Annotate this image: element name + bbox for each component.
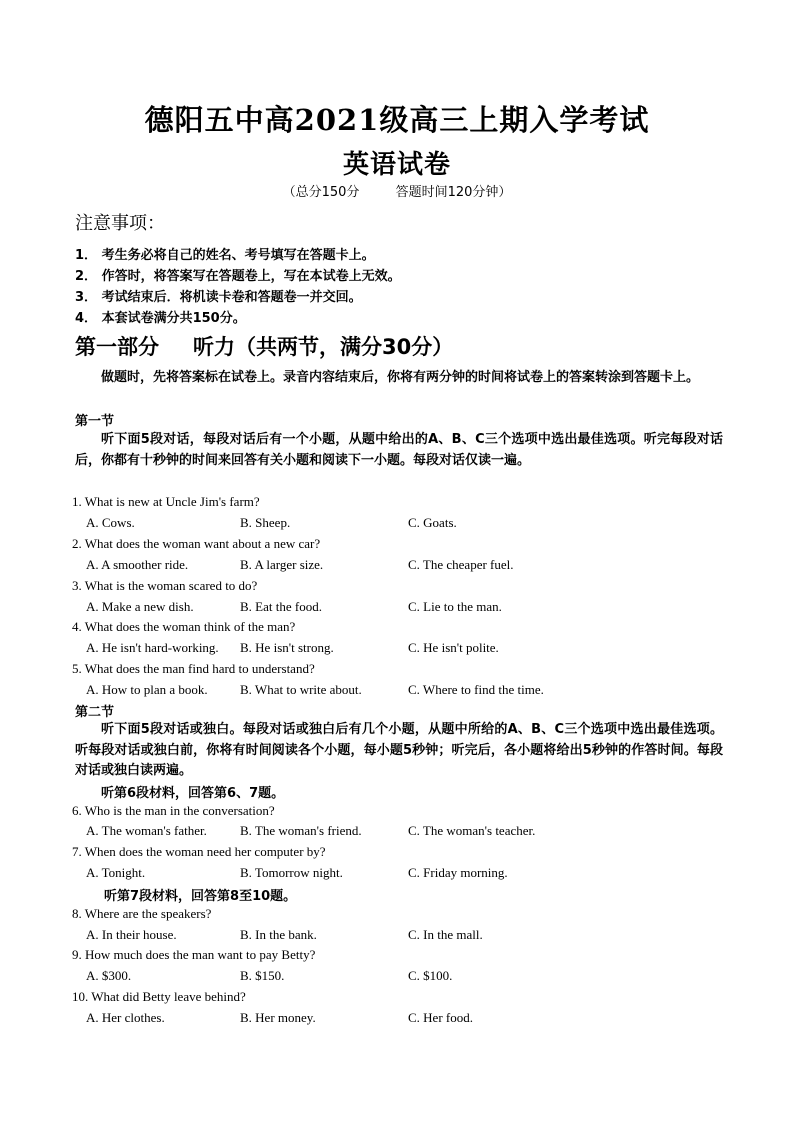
material-6-instruction: 听第6段材料，回答第6、7题。 bbox=[101, 786, 285, 801]
q7-option-a: A. Tonight. bbox=[86, 865, 146, 880]
part1-title: 听力（共两节，满分30分） bbox=[193, 335, 454, 359]
q5-option-a: A. How to plan a book. bbox=[86, 682, 208, 697]
section2-instructions: 听下面5段对话或独白。每段对话或独白后有几个小题，从题中所给的A、B、C三个选项中选出最佳选项。听每段对话或独白前，你将有时间阅读各个小题，每小题5秒钟；听完后，各小题将给出5秒钟的作答时间。每段对话或独白读两遍。 bbox=[75, 722, 723, 778]
q4-option-b: B. He isn't strong. bbox=[240, 640, 334, 655]
part1-intro: 做题时，先将答案标在试卷上。录音内容结束后，你将有两分钟的时间将试卷上的答案转涂到答题卡上。 bbox=[101, 370, 700, 385]
question-6: 6. Who is the man in the conversation? bbox=[72, 803, 275, 818]
q7-option-b: B. Tomorrow night. bbox=[240, 865, 343, 880]
question-2: 2. What does the woman want about a new car? bbox=[72, 536, 321, 551]
q6-option-a: A. The woman's father. bbox=[86, 823, 207, 838]
q3-option-b: B. Eat the food. bbox=[240, 599, 322, 614]
q10-option-b: B. Her money. bbox=[240, 1010, 316, 1025]
q1-option-b: B. Sheep. bbox=[240, 515, 291, 530]
part1-heading bbox=[75, 331, 453, 361]
q2-option-a: A. A smoother ride. bbox=[86, 557, 189, 572]
q5-option-b: B. What to write about. bbox=[240, 682, 362, 697]
time-limit: 答题时间120分钟） bbox=[395, 185, 512, 200]
q2-option-c: C. The cheaper fuel. bbox=[408, 557, 514, 572]
notice-item: 2． 作答时，将答案写在答题卷上，写在本试卷上无效。 bbox=[75, 269, 401, 284]
q8-option-b: B. In the bank. bbox=[240, 927, 317, 942]
q3-option-a: A. Make a new dish. bbox=[86, 599, 194, 614]
q5-option-c: C. Where to find the time. bbox=[408, 682, 544, 697]
notice-heading: 注意事项： bbox=[75, 213, 165, 234]
section1-instructions: 听下面5段对话，每段对话后有一个小题，从题中给出的A、B、C三个选项中选出最佳选项。听完每段对话后，你都有十秒钟的时间来回答有关小题和阅读下一小题。每段对话仅读一遍。 bbox=[75, 432, 723, 468]
q1-option-c: C. Goats. bbox=[408, 515, 457, 530]
q2-option-b: B. A larger size. bbox=[240, 557, 324, 572]
q4-option-c: C. He isn't polite. bbox=[408, 640, 499, 655]
q9-option-a: A. $300. bbox=[86, 968, 132, 983]
question-8: 8. Where are the speakers? bbox=[72, 906, 212, 921]
question-7: 7. When does the woman need her computer by? bbox=[72, 844, 326, 859]
question-9: 9. How much does the man want to pay Betty? bbox=[72, 947, 316, 962]
question-3: 3. What is the woman scared to do? bbox=[72, 578, 258, 593]
notice-item: 4． 本套试卷满分共150分。 bbox=[75, 311, 246, 326]
question-4: 4. What does the woman think of the man? bbox=[72, 619, 296, 634]
notice-item: 1． 考生务必将自己的姓名、考号填写在答题卡上。 bbox=[75, 248, 375, 263]
exam-title: 德阳五中高2021级高三上期入学考试 bbox=[144, 103, 650, 137]
q9-option-c: C. $100. bbox=[408, 968, 453, 983]
q6-option-b: B. The woman's friend. bbox=[240, 823, 362, 838]
question-10: 10. What did Betty leave behind? bbox=[72, 989, 246, 1004]
q9-option-b: B. $150. bbox=[240, 968, 285, 983]
exam-info bbox=[0, 181, 794, 200]
q1-option-a: A. Cows. bbox=[86, 515, 135, 530]
q10-option-a: A. Her clothes. bbox=[86, 1010, 165, 1025]
q3-option-c: C. Lie to the man. bbox=[408, 599, 502, 614]
total-score: （总分150分 bbox=[282, 185, 360, 200]
q8-option-c: C. In the mall. bbox=[408, 927, 483, 942]
q10-option-c: C. Her food. bbox=[408, 1010, 473, 1025]
section1-label: 第一节 bbox=[75, 414, 115, 429]
question-1: 1. What is new at Uncle Jim's farm? bbox=[72, 494, 260, 509]
section2-label: 第二节 bbox=[75, 705, 115, 720]
q8-option-a: A. In their house. bbox=[86, 927, 177, 942]
material-7-instruction: 听第7段材料，回答第8至10题。 bbox=[104, 889, 297, 904]
question-5: 5. What does the man find hard to understand? bbox=[72, 661, 315, 676]
q7-option-c: C. Friday morning. bbox=[408, 865, 508, 880]
notice-item: 3． 考试结束后．将机读卡卷和答题卷一并交回。 bbox=[75, 290, 362, 305]
part1-label: 第一部分 bbox=[75, 335, 159, 359]
q4-option-a: A. He isn't hard-working. bbox=[86, 640, 219, 655]
q6-option-c: C. The woman's teacher. bbox=[408, 823, 536, 838]
exam-subtitle: 英语试卷 bbox=[342, 150, 451, 180]
